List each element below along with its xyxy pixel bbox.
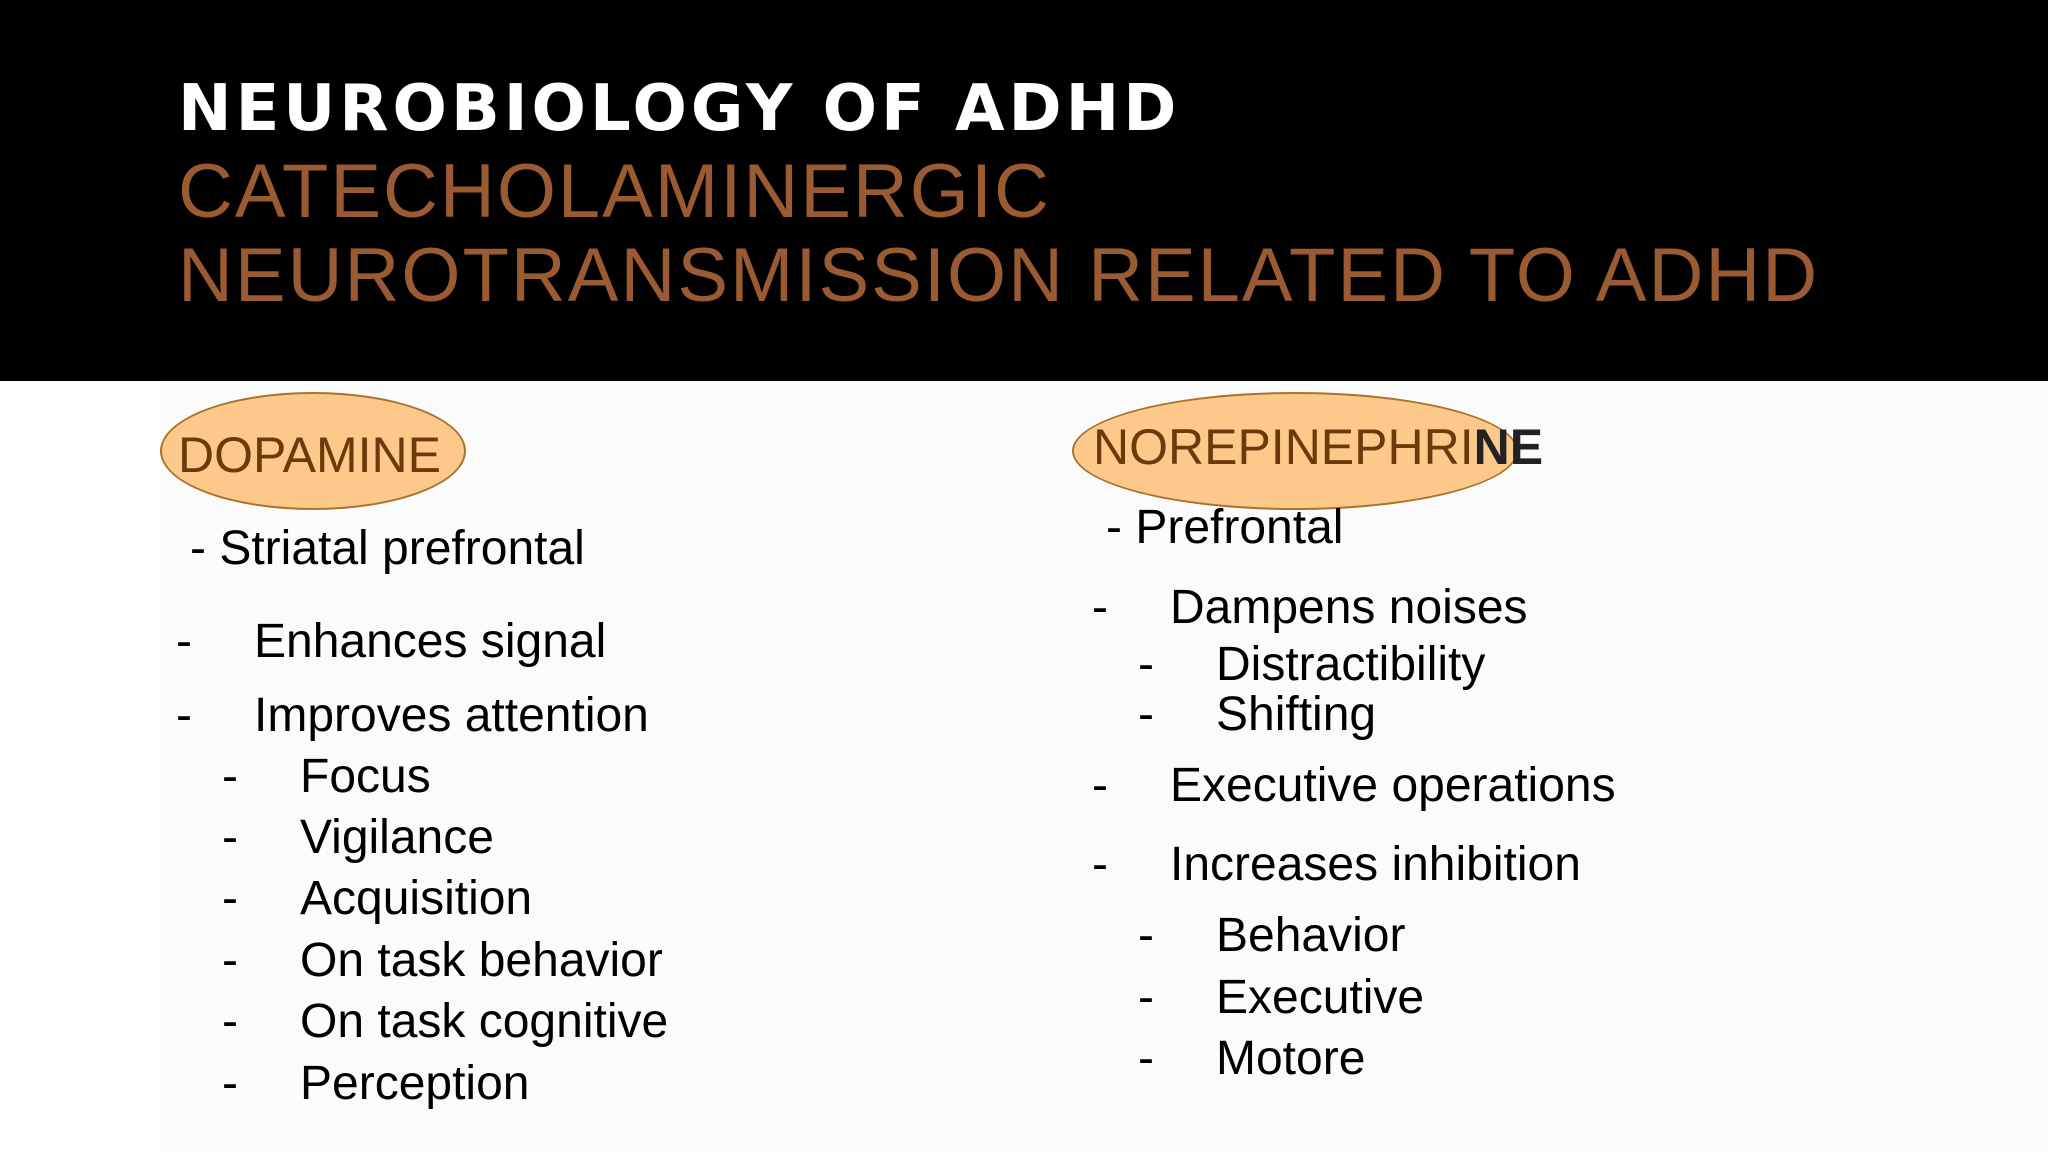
item-text: Improves attention <box>254 689 649 742</box>
item-text: Enhances signal <box>254 615 607 668</box>
item-text: Perception <box>300 1057 530 1110</box>
title-bar <box>0 0 2048 381</box>
dopamine-heading: DOPAMINE <box>178 427 441 483</box>
norepinephrine-heading <box>1093 418 1543 476</box>
item-text: Vigilance <box>300 811 494 864</box>
heading-highlighted-part: NOREPINEPHRI <box>1093 419 1474 475</box>
bullet-dash: - <box>222 1057 238 1110</box>
item-text: Increases inhibition <box>1170 838 1581 891</box>
bullet-dash: - <box>222 934 238 987</box>
bullet-dash: - <box>1138 909 1154 962</box>
item-text: On task behavior <box>300 934 663 987</box>
item-text: Focus <box>300 750 431 803</box>
bullet-dash: - <box>1138 688 1154 741</box>
bullet-dash: - <box>1092 838 1108 891</box>
bullet-dash: - <box>222 995 238 1048</box>
item-text: Acquisition <box>300 872 533 925</box>
heading-rest: NE <box>1473 419 1544 475</box>
subtitle-line-2: NEUROTRANSMISSION RELATED TO ADHD <box>178 233 1820 318</box>
item-text: On task cognitive <box>300 995 669 1048</box>
bullet-dash: - <box>1092 581 1108 634</box>
bullet-dash: - <box>1138 638 1154 691</box>
subtitle-line-1: CATECHOLAMINERGIC <box>178 149 1051 234</box>
bullet-dash: - <box>176 689 192 742</box>
bullet-dash: - <box>1092 759 1108 812</box>
item-text: Shifting <box>1216 688 1377 741</box>
bullet-dash: - <box>222 811 238 864</box>
bullet-dash: - <box>1138 1032 1154 1085</box>
item-text: Executive operations <box>1170 759 1616 812</box>
norepinephrine-region: - Prefrontal <box>1106 501 1344 554</box>
bullet-dash: - <box>222 872 238 925</box>
slide-title: NEUROBIOLOGY OF ADHD <box>178 72 1181 146</box>
item-text: Executive <box>1216 971 1425 1024</box>
dopamine-region: - Striatal prefrontal <box>190 522 585 575</box>
item-text: Motore <box>1216 1032 1366 1085</box>
slide-subtitle <box>178 150 2018 318</box>
item-text: Dampens noises <box>1170 581 1528 634</box>
bullet-dash: - <box>222 750 238 803</box>
item-text: Behavior <box>1216 909 1406 962</box>
bullet-dash: - <box>176 615 192 668</box>
item-text: Distractibility <box>1216 638 1486 691</box>
bullet-dash: - <box>1138 971 1154 1024</box>
